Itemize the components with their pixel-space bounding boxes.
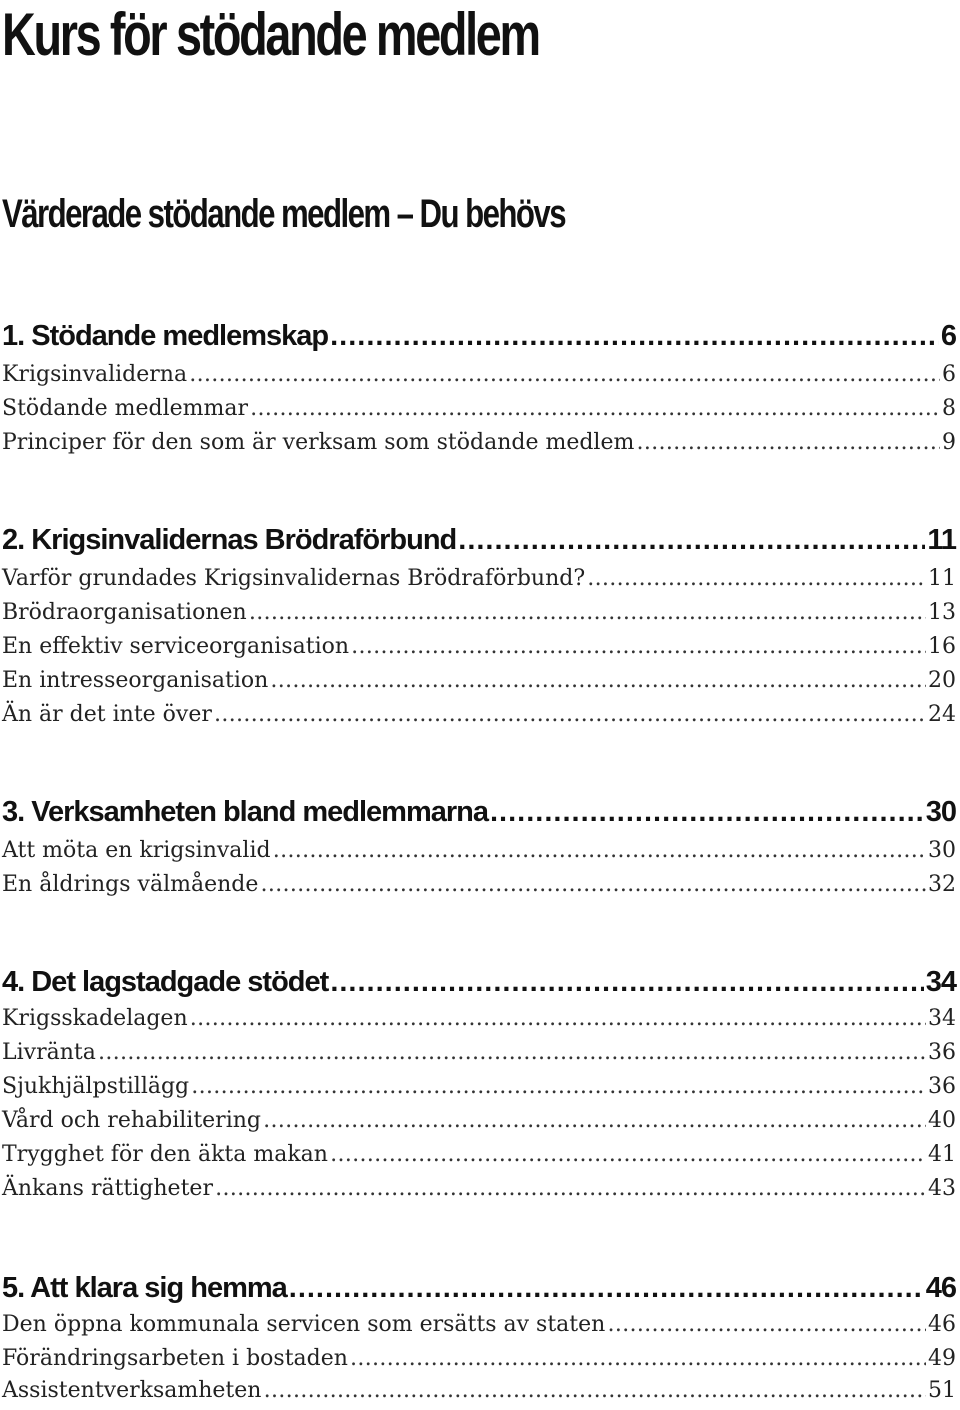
entry-title: Varför grundades Krigsinvalidernas Brödraförbund? (2, 566, 586, 591)
entry-title: Krigsskadelagen (2, 1006, 188, 1031)
toc-entry (2, 838, 956, 870)
toc-entry (2, 1176, 956, 1208)
dot-leader (607, 1312, 926, 1337)
toc-entry (2, 1006, 956, 1038)
dot-leader (351, 634, 926, 659)
entry-page-number: 36 (928, 1040, 956, 1065)
entry-page-number: 6 (942, 362, 956, 387)
dot-leader (330, 320, 939, 353)
entry-page-number: 8 (942, 396, 956, 421)
toc-section-heading (2, 524, 956, 560)
toc-entry (2, 566, 956, 598)
section-page-number: 34 (925, 966, 956, 998)
toc-entry (2, 634, 956, 666)
entry-title: Att möta en krigsinvalid (2, 838, 271, 863)
toc-entry (2, 396, 956, 428)
toc-entry (2, 1142, 956, 1174)
dot-leader (587, 566, 926, 591)
dot-leader (636, 430, 940, 455)
toc-entry (2, 1074, 956, 1106)
toc-entry (2, 1312, 956, 1344)
dot-leader (330, 1142, 926, 1167)
toc-entry (2, 1108, 956, 1140)
dot-leader (260, 872, 926, 897)
entry-page-number: 49 (928, 1346, 956, 1371)
entry-title: Vård och rehabilitering (2, 1108, 261, 1133)
section-title: 1. Stödande medlemskap (2, 320, 329, 352)
entry-title: Den öppna kommunala servicen som ersätts av staten (2, 1312, 606, 1337)
entry-title: En effektiv serviceorganisation (2, 634, 350, 659)
entry-page-number: 36 (928, 1074, 956, 1099)
section-page-number: 6 (940, 320, 956, 352)
toc-entry (2, 600, 956, 632)
toc-section-heading (2, 966, 956, 1002)
toc-entry (2, 702, 956, 734)
toc-section-heading (2, 796, 956, 832)
entry-page-number: 11 (928, 566, 956, 591)
toc-entry (2, 872, 956, 904)
entry-title: En intresseorganisation (2, 668, 269, 693)
section-page-number: 30 (925, 796, 956, 828)
toc-entry (2, 1040, 956, 1072)
dot-leader (249, 600, 926, 625)
dot-leader (98, 1040, 926, 1065)
toc-entry (2, 362, 956, 394)
entry-title: Krigsinvaliderna (2, 362, 188, 387)
entry-title: Assistentverksamheten (2, 1378, 262, 1403)
dot-leader (263, 1378, 926, 1403)
dot-leader (458, 524, 925, 557)
toc-section-heading (2, 1272, 956, 1308)
entry-title: Änkans rättigheter (2, 1176, 213, 1201)
entry-page-number: 30 (928, 838, 956, 863)
dot-leader (289, 1272, 924, 1305)
entry-title: En åldrings välmående (2, 872, 259, 897)
entry-page-number: 43 (928, 1176, 956, 1201)
entry-page-number: 20 (928, 668, 956, 693)
entry-page-number: 24 (928, 702, 956, 727)
toc-entry (2, 1378, 956, 1410)
dot-leader (190, 1006, 926, 1031)
dot-leader (330, 966, 923, 999)
entry-title: Stödande medlemmar (2, 396, 248, 421)
toc-entry (2, 668, 956, 700)
entry-page-number: 51 (928, 1378, 956, 1403)
entry-page-number: 34 (928, 1006, 956, 1031)
dot-leader (191, 1074, 926, 1099)
entry-page-number: 16 (928, 634, 956, 659)
section-page-number: 46 (925, 1272, 956, 1304)
section-title: 4. Det lagstadgade stödet (2, 966, 329, 998)
dot-leader (215, 1176, 926, 1201)
dot-leader (189, 362, 940, 387)
section-title: 3. Verksamheten bland medlemmarna (2, 796, 488, 828)
entry-page-number: 9 (942, 430, 956, 455)
entry-page-number: 40 (928, 1108, 956, 1133)
dot-leader (490, 796, 924, 829)
toc-entry (2, 430, 956, 462)
section-title: 5. Att klara sig hemma (2, 1272, 287, 1304)
entry-title: Än är det inte över (2, 702, 212, 727)
entry-page-number: 46 (928, 1312, 956, 1337)
entry-page-number: 41 (928, 1142, 956, 1167)
toc-section-heading (2, 320, 956, 356)
section-title: 2. Krigsinvalidernas Brödraförbund (2, 524, 457, 556)
toc-entry (2, 1346, 956, 1378)
page-title: Kurs för stödande medlem (2, 1, 539, 68)
entry-page-number: 32 (928, 872, 956, 897)
entry-title: Sjukhjälpstillägg (2, 1074, 190, 1099)
dot-leader (270, 668, 926, 693)
section-page-number: 11 (927, 524, 956, 556)
dot-leader (263, 1108, 926, 1133)
dot-leader (214, 702, 926, 727)
entry-title: Förändringsarbeten i bostaden (2, 1346, 348, 1371)
dot-leader (273, 838, 926, 863)
page-subtitle: Värderade stödande medlem – Du behövs (2, 192, 566, 236)
entry-title: Principer för den som är verksam som stödande medlem (2, 430, 635, 455)
entry-title: Trygghet för den äkta makan (2, 1142, 328, 1167)
entry-title: Brödraorganisationen (2, 600, 247, 625)
dot-leader (350, 1346, 926, 1371)
entry-page-number: 13 (928, 600, 956, 625)
dot-leader (250, 396, 940, 421)
entry-title: Livränta (2, 1040, 96, 1065)
